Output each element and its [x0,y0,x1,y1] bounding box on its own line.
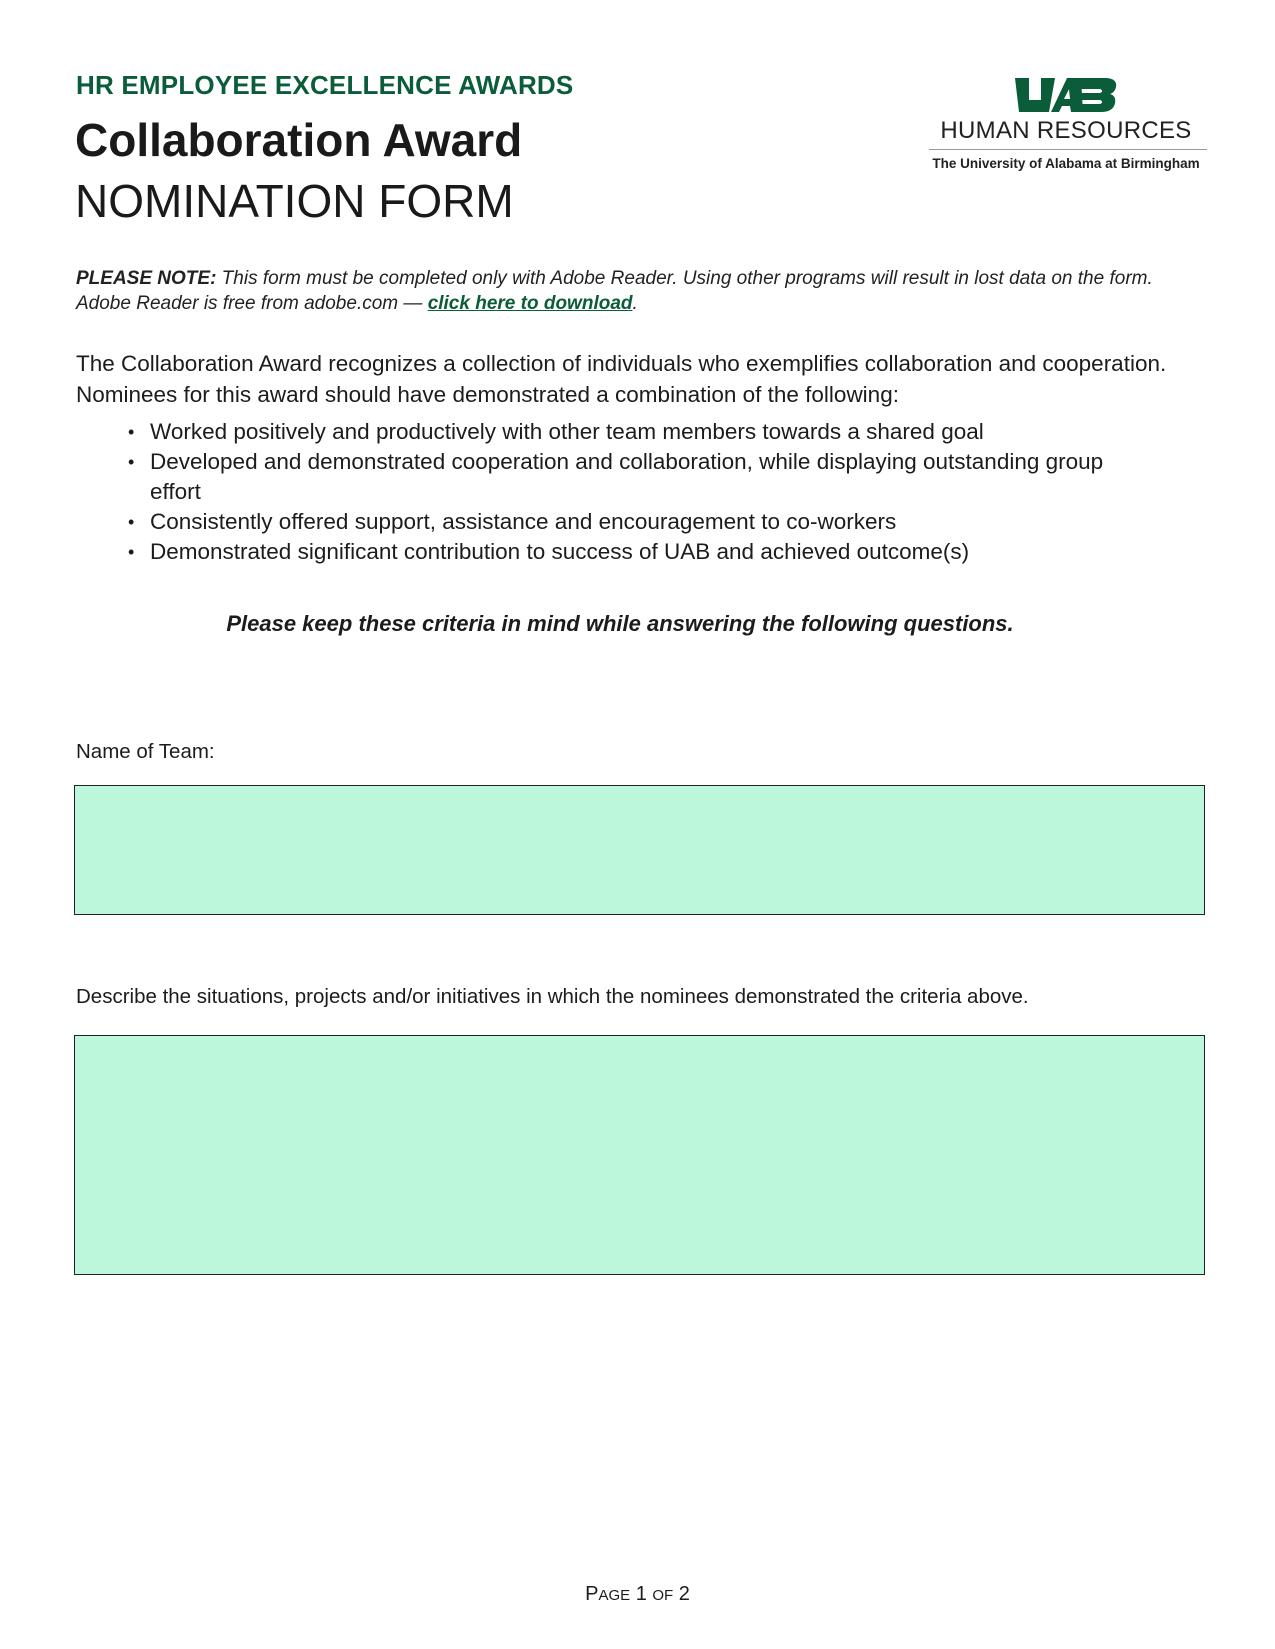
list-item: • Demonstrated significant contribution to success of UAB and achieved outcome(s) [120,537,1120,567]
team-name-label: Name of Team: [76,740,215,763]
page-number [0,1583,1275,1606]
list-item: • Consistently offered support, assistance and encouragement to co-workers [120,507,1120,537]
adobe-note [76,266,1206,316]
uab-logo-mark-icon [1015,78,1117,112]
criteria-list [120,417,1120,567]
page-of: OF [652,1587,674,1604]
team-name-input[interactable] [74,785,1205,915]
note-end: . [632,293,638,314]
logo-department: HUMAN RESOURCES [940,117,1192,144]
eyebrow-heading: HR EMPLOYEE EXCELLENCE AWARDS [76,70,574,100]
list-item: • Worked positively and productively with other team members towards a shared goal [120,417,1120,447]
page-word-rest: AGE [598,1587,631,1604]
criteria-reminder: Please keep these criteria in mind while answering the following questions. [226,611,1014,636]
note-text: This form must be completed only with Adobe Reader. Using other programs will result in lost data on the form. Adobe Reader is free from adobe.com — [76,268,1153,314]
description-label: Describe the situations, projects and/or initiatives in which the nominees demonstrated the criteria above. [76,985,1029,1008]
uab-hr-logo [925,76,1207,176]
note-lead: PLEASE NOTE: [76,268,217,289]
download-link[interactable]: click here to download [427,293,633,314]
logo-divider [929,149,1207,150]
page-subtitle: NOMINATION FORM [75,175,514,227]
list-item: • Developed and demonstrated cooperation and collaboration, while displaying outstanding group effort [120,447,1120,507]
total-pages: 2 [678,1583,690,1605]
page-word-initial: P [585,1583,599,1605]
current-page: 1 [635,1583,647,1605]
page-title: Collaboration Award [75,114,523,166]
logo-university: The University of Alabama at Birmingham [932,156,1200,171]
intro-paragraph: The Collaboration Award recognizes a collection of individuals who exemplifies collaboration and cooperation. Nominees for this award should have demonstrated a combination of the following: [76,351,1167,407]
description-textarea[interactable] [74,1035,1205,1275]
